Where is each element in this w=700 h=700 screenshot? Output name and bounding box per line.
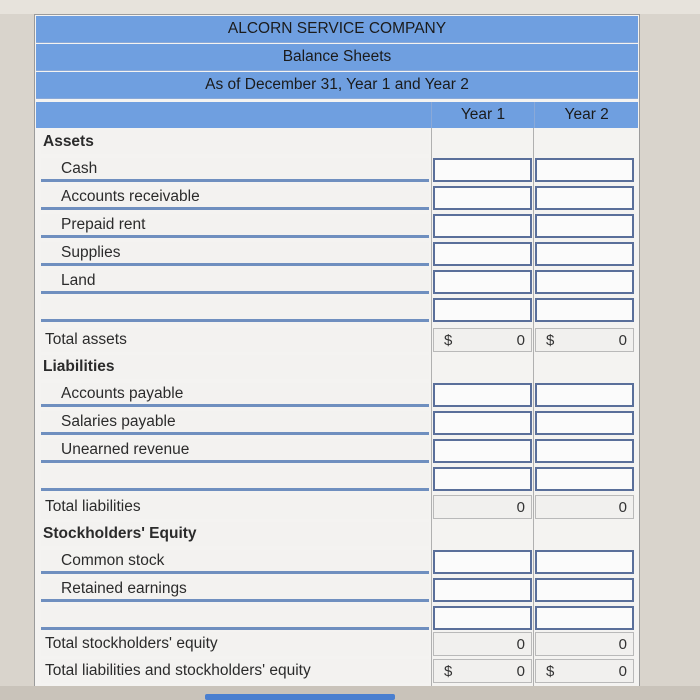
background-top (0, 0, 700, 14)
asset-row-label: Cash (41, 158, 429, 182)
prepaid-rent-year2-input[interactable] (535, 214, 634, 238)
asset-blank-year1-input[interactable] (433, 298, 532, 322)
prepaid-rent-year1-input[interactable] (433, 214, 532, 238)
land-year2-input[interactable] (535, 270, 634, 294)
equity-blank-year2-input[interactable] (535, 606, 634, 630)
liability-row-label: Unearned revenue (41, 439, 429, 463)
statement-title: Balance Sheets (36, 44, 638, 71)
year1-header: Year 1 (431, 102, 535, 128)
salaries-payable-year2-input[interactable] (535, 411, 634, 435)
company-name: ALCORN SERVICE COMPANY (36, 16, 638, 43)
supplies-year1-input[interactable] (433, 242, 532, 266)
accounts-payable-year1-input[interactable] (433, 383, 532, 407)
currency-symbol: $ (546, 662, 555, 680)
liability-blank-label[interactable] (41, 467, 429, 491)
currency-symbol: $ (444, 662, 453, 680)
liability-blank-year2-input[interactable] (535, 467, 634, 491)
total-equity-year1-value: 0 (516, 635, 525, 653)
cash-year1-input[interactable] (433, 158, 532, 182)
column-headers (36, 102, 638, 128)
currency-symbol: $ (444, 331, 453, 349)
total-equity-year2-value: 0 (618, 635, 627, 653)
salaries-payable-year1-input[interactable] (433, 411, 532, 435)
land-year1-input[interactable] (433, 270, 532, 294)
equity-row-label: Retained earnings (41, 578, 429, 602)
total-liabilities-year2 (535, 495, 634, 519)
unearned-revenue-year2-input[interactable] (535, 439, 634, 463)
unearned-revenue-year1-input[interactable] (433, 439, 532, 463)
asset-row-label: Accounts receivable (41, 186, 429, 210)
equity-blank-year1-input[interactable] (433, 606, 532, 630)
currency-symbol: $ (546, 331, 555, 349)
asset-blank-label[interactable] (41, 298, 429, 322)
bottom-button-edge[interactable] (205, 694, 395, 700)
retained-earnings-year2-input[interactable] (535, 578, 634, 602)
total-equity-year1 (433, 632, 532, 656)
total-assets-label: Total assets (41, 328, 429, 352)
asset-blank-year2-input[interactable] (535, 298, 634, 322)
equity-heading: Stockholders' Equity (41, 522, 429, 546)
column-divider (431, 128, 432, 686)
asset-row-label: Land (41, 270, 429, 294)
common-stock-year1-input[interactable] (433, 550, 532, 574)
total-equity-label: Total stockholders' equity (41, 632, 429, 656)
total-equity-year2 (535, 632, 634, 656)
column-divider (533, 128, 534, 686)
total-liabilities-equity-label: Total liabilities and stockholders' equity (41, 659, 429, 683)
total-liabilities-equity-year1-value: 0 (516, 662, 525, 680)
common-stock-year2-input[interactable] (535, 550, 634, 574)
liability-row-label: Accounts payable (41, 383, 429, 407)
liability-row-label: Salaries payable (41, 411, 429, 435)
total-liabilities-year1-value: 0 (516, 498, 525, 516)
cash-year2-input[interactable] (535, 158, 634, 182)
liability-blank-year1-input[interactable] (433, 467, 532, 491)
retained-earnings-year1-input[interactable] (433, 578, 532, 602)
total-assets-year1-value: 0 (516, 331, 525, 349)
total-assets-year2 (535, 328, 634, 352)
assets-heading: Assets (41, 130, 429, 154)
liabilities-heading: Liabilities (41, 355, 429, 379)
total-liabilities-label: Total liabilities (41, 495, 429, 519)
supplies-year2-input[interactable] (535, 242, 634, 266)
asset-row-label: Supplies (41, 242, 429, 266)
accounts-receivable-year1-input[interactable] (433, 186, 532, 210)
accounts-receivable-year2-input[interactable] (535, 186, 634, 210)
total-liabilities-equity-year1 (433, 659, 532, 683)
accounts-payable-year2-input[interactable] (535, 383, 634, 407)
total-assets-year2-value: 0 (618, 331, 627, 349)
total-liabilities-year1 (433, 495, 532, 519)
equity-row-label: Common stock (41, 550, 429, 574)
equity-blank-label[interactable] (41, 606, 429, 630)
asset-row-label: Prepaid rent (41, 214, 429, 238)
total-assets-year1 (433, 328, 532, 352)
year2-header: Year 2 (534, 102, 638, 128)
statement-period: As of December 31, Year 1 and Year 2 (36, 72, 638, 99)
total-liabilities-equity-year2-value: 0 (618, 662, 627, 680)
total-liabilities-year2-value: 0 (618, 498, 627, 516)
total-liabilities-equity-year2 (535, 659, 634, 683)
